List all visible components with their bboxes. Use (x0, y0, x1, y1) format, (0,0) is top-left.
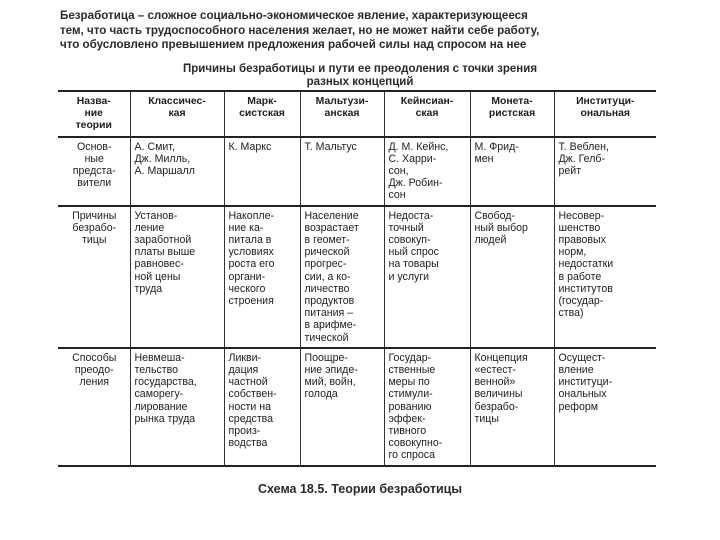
cell-line: строения (228, 295, 274, 308)
row-label-cell (58, 206, 130, 348)
cell-line: ный спрос (388, 246, 439, 259)
cell-line: и услуги (388, 270, 430, 283)
cell-line: водства (228, 437, 268, 450)
table-cell (130, 137, 224, 206)
table-cell (300, 206, 384, 348)
cell-line: платы выше (134, 246, 196, 259)
header-cell (300, 91, 384, 137)
cell-line: ные (84, 152, 104, 165)
table-header-row (58, 91, 656, 137)
cell-line: частной (228, 376, 268, 389)
cell-line: венной» (474, 376, 516, 389)
table-title-line-2: разных концепций (306, 76, 414, 88)
table-title-line-1: Причины безработицы и пути ее преодоления с точки зрения (182, 63, 538, 75)
cell-line: ности на (228, 400, 271, 413)
cell-line: Свобод- (474, 209, 515, 222)
table-cell (470, 206, 554, 348)
cell-line: средства (228, 412, 274, 425)
cell-line: в геомет- (304, 234, 350, 247)
cell-line: институтов (558, 282, 613, 295)
header-cell-line: Мальтузи- (315, 96, 369, 107)
header-cell-line: ональная (580, 108, 630, 120)
cell-line: стимули- (388, 388, 433, 401)
cell-line: заработной (134, 234, 192, 247)
cell-line: безрабо- (474, 400, 519, 413)
cell-line: лирование (134, 400, 188, 413)
cell-line: го спроса (388, 449, 435, 462)
header-cell-line: ристская (488, 108, 536, 120)
cell-line: Основ- (77, 140, 112, 153)
header-cell (554, 91, 656, 137)
header-cell-line: теории (75, 120, 112, 132)
table-cell (300, 348, 384, 466)
cell-line: недостатки (558, 258, 614, 271)
cell-line: на товары (388, 258, 439, 271)
cell-line: сон (388, 189, 406, 202)
cell-line: шенство (558, 221, 601, 234)
table-title (60, 63, 660, 89)
cell-line: совокупно- (388, 437, 443, 450)
cell-line: меры по (388, 376, 430, 389)
header-cell (470, 91, 554, 137)
cell-line: ственные (388, 364, 436, 377)
table-cell (224, 137, 300, 206)
cell-line: Т. Мальтус (304, 140, 357, 153)
cell-line: Дж. Милль, (134, 152, 191, 165)
cell-line: безрабо- (72, 221, 117, 234)
cell-line: точный (388, 221, 424, 234)
cell-line: ние ка- (228, 221, 264, 234)
cell-line: Т. Веблен, (558, 140, 609, 153)
intro-paragraph (60, 9, 660, 53)
cell-line: вители (77, 177, 112, 190)
cell-line: ление (134, 221, 165, 234)
cell-line: правовых (558, 234, 606, 247)
table-row-causes (58, 206, 656, 348)
cell-line: питания – (304, 307, 354, 320)
cell-line: Недоста- (388, 209, 434, 222)
cell-line: питала в (228, 234, 272, 247)
header-cell-line: Марк- (247, 96, 277, 107)
header-cell-line: Монета- (491, 96, 533, 107)
cell-line: возрастает (304, 221, 359, 234)
cell-line: мий, войн, (304, 376, 356, 389)
cell-line: А. Смит, (134, 140, 175, 153)
cell-line: рейт (558, 165, 582, 178)
cell-line: норм, (558, 246, 587, 259)
cell-line: Причины (72, 209, 117, 222)
cell-line: К. Маркс (228, 140, 272, 153)
table-cell (224, 206, 300, 348)
header-cell-line: анская (324, 108, 360, 120)
table-cell (224, 348, 300, 466)
header-cell (224, 91, 300, 137)
cell-line: в арифме- (304, 319, 357, 332)
intro-line-1: – сложное социально-экономическое явление, характеризующееся (137, 9, 528, 22)
cell-line: тицы (82, 234, 107, 247)
header-cell-line: Назва- (76, 96, 111, 107)
table-cell (130, 206, 224, 348)
cell-line: институци- (558, 376, 613, 389)
cell-line: ления (79, 376, 110, 389)
cell-line: ональных (558, 388, 607, 401)
cell-line: С. Харри- (388, 152, 437, 165)
header-cell (384, 91, 470, 137)
cell-line: произ- (228, 425, 261, 438)
cell-line: Дж. Робин- (388, 177, 443, 190)
table-cell (554, 348, 656, 466)
cell-line: тической (304, 331, 349, 344)
table-cell (554, 137, 656, 206)
intro-line-3: что обусловлено превышением предложения рабочей силы над спросом на нее (60, 38, 527, 51)
table-row-ways (58, 348, 656, 466)
cell-line: Поощре- (304, 351, 348, 364)
cell-line: Невмеша- (134, 351, 185, 364)
cell-line: Д. М. Кейнс, (388, 140, 449, 153)
cell-line: Концепция (474, 351, 528, 364)
table-cell (384, 206, 470, 348)
table-cell (130, 348, 224, 466)
header-cell-line: ние (84, 108, 103, 120)
cell-line: тивного (388, 425, 427, 438)
header-cell (130, 91, 224, 137)
table-cell (470, 137, 554, 206)
cell-line: личество (304, 282, 350, 295)
cell-line: Государ- (388, 351, 432, 364)
cell-line: Население (304, 209, 359, 222)
cell-line: людей (474, 234, 507, 247)
table-cell (300, 137, 384, 206)
cell-line: М. Фрид- (474, 140, 519, 153)
header-cell-line: Институци- (576, 96, 635, 107)
cell-line: рынка труда (134, 412, 196, 425)
cell-line: «естест- (474, 364, 516, 377)
cell-line: органи- (228, 270, 266, 283)
row-label-cell (58, 137, 130, 206)
header-cell-line: ская (415, 108, 439, 120)
cell-line: реформ (558, 400, 599, 413)
cell-line: Установ- (134, 209, 178, 222)
cell-line: сии, а ко- (304, 270, 351, 283)
cell-line: ный выбор (474, 221, 528, 234)
cell-line: прогрес- (304, 258, 347, 271)
cell-line: ние эпиде- (304, 364, 358, 377)
intro-line-2: тем, что часть трудоспособного населения желает, но не может найти себе работу, (60, 23, 540, 37)
cell-line: рической (304, 246, 350, 259)
cell-line: величины (474, 388, 523, 401)
table-cell (554, 206, 656, 348)
header-cell-line: Классичес- (148, 96, 206, 107)
cell-line: Накопле- (228, 209, 275, 222)
cell-line: продуктов (304, 295, 355, 308)
intro-term: Безработица (60, 9, 135, 22)
table-cell (384, 348, 470, 466)
table-cell (470, 348, 554, 466)
unemployment-theories-table (58, 90, 656, 467)
cell-line: вление (558, 364, 594, 377)
cell-line: тицы (474, 412, 499, 425)
cell-line: труда (134, 282, 163, 295)
cell-line: эффек- (388, 412, 426, 425)
cell-line: мен (474, 152, 494, 165)
cell-line: сон, (388, 165, 409, 178)
row-label-cell (58, 348, 130, 466)
cell-line: государства, (134, 376, 197, 389)
cell-line: преодо- (74, 364, 114, 377)
cell-line: тельство (134, 364, 179, 377)
cell-line: роста его (228, 258, 275, 271)
table-cell (384, 137, 470, 206)
cell-line: ческого (228, 282, 266, 295)
cell-line: А. Маршалл (134, 165, 195, 178)
header-cell (58, 91, 130, 137)
cell-line: рованию (388, 400, 432, 413)
cell-line: дация (228, 364, 259, 377)
cell-line: собствен- (228, 388, 277, 401)
cell-line: равновес- (134, 258, 184, 271)
cell-line: Способы (72, 351, 117, 364)
cell-line: Ликви- (228, 351, 262, 364)
header-cell-line: Кейнсиан- (400, 96, 454, 107)
scheme-caption: Схема 18.5. Теории безработицы (258, 482, 462, 496)
cell-line: условиях (228, 246, 274, 259)
header-cell-line: кая (168, 108, 186, 120)
cell-line: Несовер- (558, 209, 605, 222)
cell-line: совокуп- (388, 234, 431, 247)
cell-line: Дж. Гелб- (558, 152, 605, 165)
cell-line: саморегу- (134, 388, 184, 401)
cell-line: ной цены (134, 270, 181, 283)
cell-line: в работе (558, 270, 602, 283)
cell-line: ства) (558, 307, 584, 320)
header-cell-line: систская (239, 108, 285, 120)
table-row-representatives (58, 137, 656, 206)
cell-line: (государ- (558, 295, 604, 308)
cell-line: предста- (72, 165, 116, 178)
cell-line: Осущест- (558, 351, 606, 364)
cell-line: голода (304, 388, 338, 401)
